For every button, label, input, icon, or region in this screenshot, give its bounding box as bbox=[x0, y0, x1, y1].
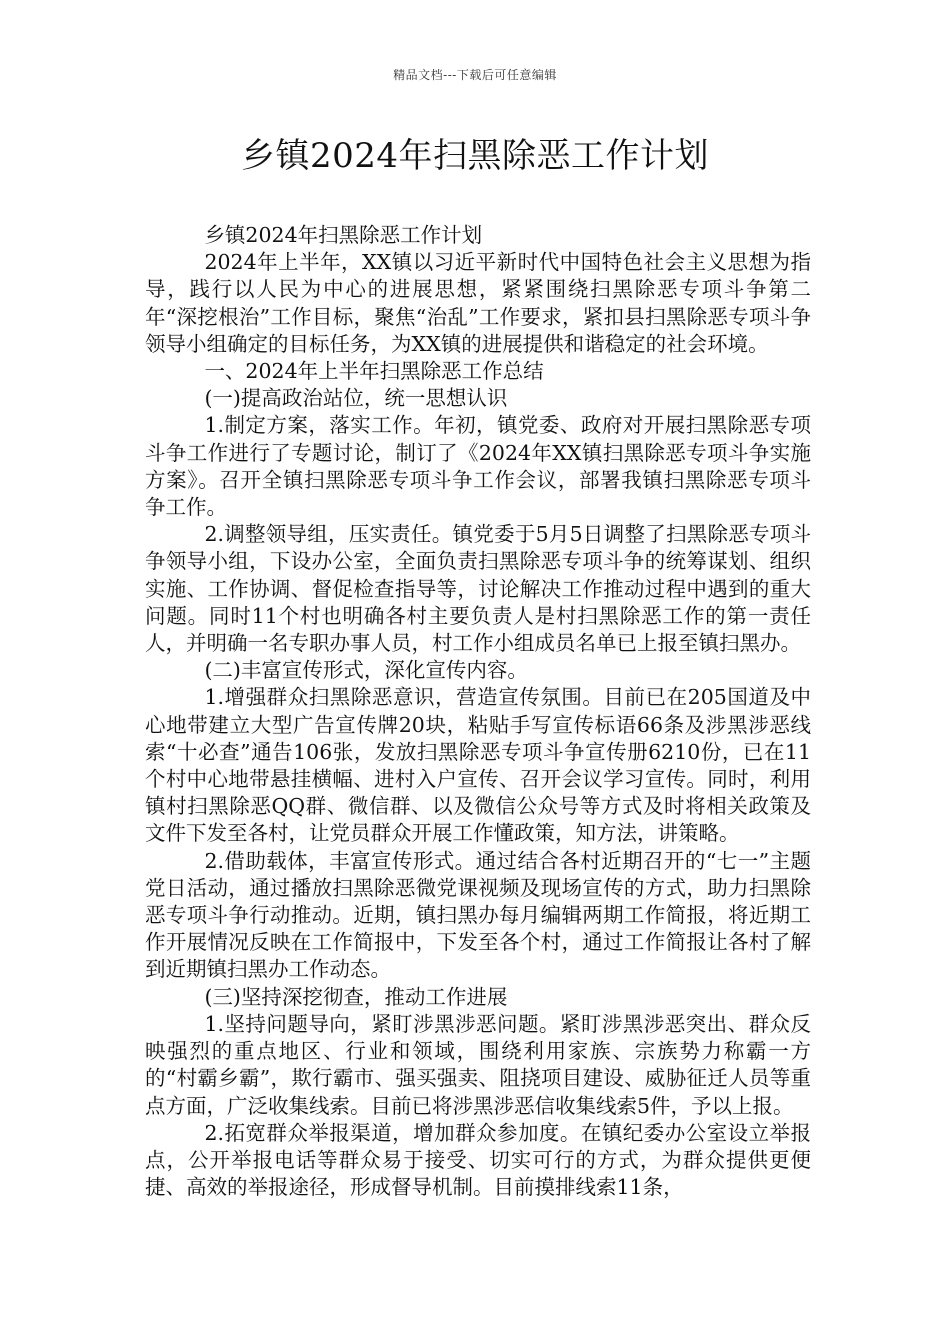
paragraph: 1.增强群众扫黑除恶意识，营造宣传氛围。目前已在205国道及中心地带建立大型广告宣传牌20块，粘贴手写宣传标语66条及涉黑涉恶线索“十必查”通告106张，发放扫黑除恶专项斗争宣传册6210份，已在11个村中心地带悬挂横幅、进村入户宣传、召开会议学习宣传。同时，利用镇村扫黑除恶QQ群、微信群、以及微信公众号等方式及时将相关政策及文件下发至各村，让党员群众开展工作懂政策，知方法，讲策略。 bbox=[145, 685, 811, 846]
paragraph: 2.调整领导组，压实责任。镇党委于5月5日调整了扫黑除恶专项斗争领导小组，下设办公室，全面负责扫黑除恶专项斗争的统筹谋划、组织实施、工作协调、督促检查指导等，讨论解决工作推动过程中遇到的重大问题。同时11个村也明确各村主要负责人是村扫黑除恶工作的第一责任人，并明确一名专职办事人员，村工作小组成员名单已上报至镇扫黑办。 bbox=[145, 522, 811, 656]
paragraph: 2.借助载体，丰富宣传形式。通过结合各村近期召开的“七一”主题党日活动，通过播放扫黑除恶微党课视频及现场宣传的方式，助力扫黑除恶专项斗争行动推动。近期，镇扫黑办每月编辑两期工作简报，将近期工作开展情况反映在工作简报中，下发至各个村，通过工作简报让各村了解到近期镇扫黑办工作动态。 bbox=[145, 848, 811, 982]
subsection-heading-1: (一)提高政治站位，统一思想认识 bbox=[204, 386, 508, 411]
section-heading-1: 一、2024年上半年扫黑除恶工作总结 bbox=[204, 359, 544, 384]
subsection-heading-2: (二)丰富宣传形式，深化宣传内容。 bbox=[204, 658, 528, 683]
document-body bbox=[145, 222, 811, 1201]
paragraph: 1.坚持问题导向，紧盯涉黑涉恶问题。紧盯涉黑涉恶突出、群众反映强烈的重点地区、行业和领域，围绕利用家族、宗族势力称霸一方的“村霸乡霸”，欺行霸市、强买强卖、阻挠项目建设、威胁征迁人员等重点方面，广泛收集线索。目前已将涉黑涉恶信收集线索5件，予以上报。 bbox=[145, 1011, 811, 1118]
paragraph-subtitle: 乡镇2024年扫黑除恶工作计划 bbox=[204, 223, 483, 247]
paragraph-intro: 2024年上半年，XX镇以习近平新时代中国特色社会主义思想为指导，践行以人民为中心的进展思想，紧紧围绕扫黑除恶专项斗争第二年“深挖根治”工作目标，聚焦“治乱”工作要求，紧扣县扫黑除恶专项斗争领导小组确定的目标任务，为XX镇的进展提供和谐稳定的社会环境。 bbox=[145, 250, 811, 356]
paragraph: 2.拓宽群众举报渠道，增加群众参加度。在镇纪委办公室设立举报点，公开举报电话等群众易于接受、切实可行的方式，为群众提供更便捷、高效的举报途径，形成督导机制。目前摸排线索11条， bbox=[145, 1120, 811, 1200]
subsection-heading-3: (三)坚持深挖彻查，推动工作进展 bbox=[204, 984, 508, 1009]
paragraph: 1.制定方案，落实工作。年初，镇党委、政府对开展扫黑除恶专项斗争工作进行了专题讨论，制订了《2024年XX镇扫黑除恶专项斗争实施方案》。召开全镇扫黑除恶专项斗争工作会议，部署我镇扫黑除恶专项斗争工作。 bbox=[145, 413, 811, 520]
header-note: 精品文档---下载后可任意编辑 bbox=[393, 68, 557, 82]
document-title: 乡镇2024年扫黑除恶工作计划 bbox=[240, 136, 710, 176]
